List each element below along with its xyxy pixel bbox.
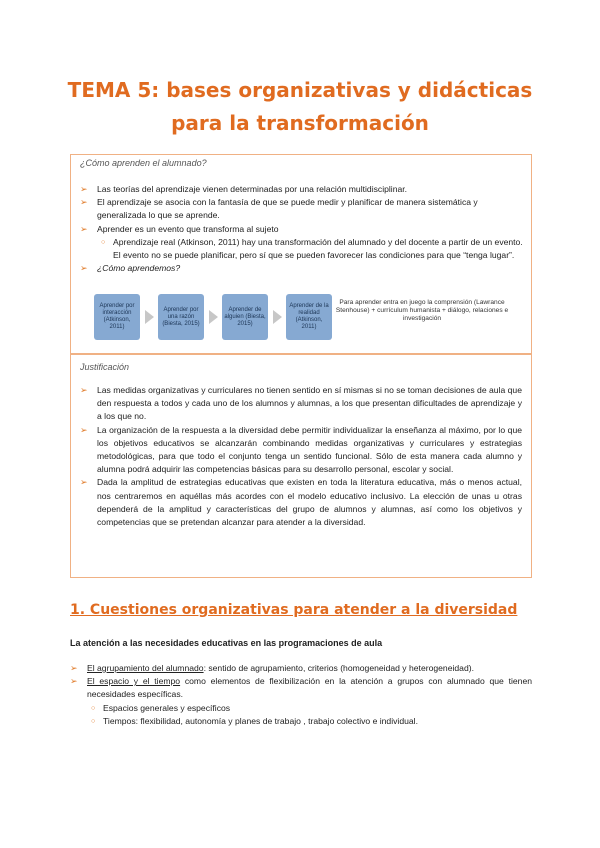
flow-step-1: Aprender por interacción (Atkinson, 2011) [94,294,140,340]
justification-heading: Justificación [80,362,130,372]
circle-bullet-icon: ○ [91,704,96,712]
arrow-bullet-icon: ➢ [70,676,78,687]
section-bullets [70,662,532,728]
section-heading: 1. Cuestiones organizativas para atender a la diversidad [70,602,518,618]
flow-step-4: Aprender de la realidad (Atkinson, 2011) [286,294,332,340]
circle-bullet-icon: ○ [91,717,96,725]
flow-arrow-icon [209,310,218,324]
arrow-bullet-icon: ➢ [80,477,88,488]
title-line-2: para la transformación [171,111,429,135]
list-item: ➢ Aprender es un evento que transforma al sujeto ○ Aprendizaje real (Atkinson, 2011) hay una transformación del alumnado y del docente a partir de un evento. El evento no se puede planificar, pero sí que se pueden favorecer las condiciones para que “tenga lugar”. [80,223,526,263]
page-title [0,74,600,140]
flow-step-2: Aprender por una razón (Biesta, 2015) [158,294,204,340]
list-item: ➢ Dada la amplitud de estrategias educativas que existen en toda la literatura educativa, más o menos actual, nos centraremos en aquéllas más acordes con el modelo educativo inclusivo. La elección de unas u otras dependerá de la amplitud y características del grupo de alumnos y alumnas, así como los objetivos y competencias que se pretendan alcanzar para atender a la diversidad. [80,477,522,528]
sub-list-item: ○ Tiempos: flexibilidad, autonomía y planes de trabajo , trabajo colectivo e individual. [87,715,532,728]
arrow-bullet-icon: ➢ [80,385,88,395]
learning-box-heading: ¿Cómo aprenden el alumnado? [80,158,207,168]
list-item: ➢ ¿Cómo aprendemos? [80,262,526,275]
list-item: ➢ El aprendizaje se asocia con la fantasía de que se puede medir y planificar de manera sistemática y generalizada lo que se aprende. [80,197,478,221]
list-item: ➢ Las teorías del aprendizaje vienen determinadas por una relación multidisciplinar. [80,183,526,196]
list-item: ➢ Las medidas organizativas y curriculares no tienen sentido en sí mismas si no se toman decisiones de aula que den respuesta a todos y cada uno de los alumnos y alumnas, a los que presentan dificultades de aprendizaje y a los que no. [80,385,522,422]
circle-bullet-icon: ○ [101,238,106,246]
arrow-bullet-icon: ➢ [80,263,88,274]
arrow-bullet-icon: ➢ [80,197,88,208]
sub-list-item: ○ Aprendizaje real (Atkinson, 2011) hay una transformación del alumnado y del docente a partir de un evento. El evento no se puede planificar, pero sí que se pueden favorecer las condiciones para que “tenga lugar”. [101,236,523,261]
sub-list-item: ○ Espacios generales y específicos [87,702,532,715]
flow-arrow-icon [273,310,282,324]
section-subheading: La atención a las necesidades educativas en las programaciones de aula [70,638,383,648]
arrow-bullet-icon: ➢ [70,663,78,673]
justification-bullets [80,384,522,529]
learning-bullets [80,183,526,275]
list-item: ➢ El agrupamiento del alumnado: sentido de agrupamiento, criterios (homogeneidad y heterogeneidad). [70,662,532,675]
flow-step-3: Aprender de alguien (Biesta, 2015) [222,294,268,340]
arrow-bullet-icon: ➢ [80,184,88,194]
title-line-1: TEMA 5: bases organizativas y didácticas [67,78,533,102]
list-item: ➢ El espacio y el tiempo como elementos de flexibilización en la atención a grupos con alumnado que tienen necesidades específicas. ○ Espacios generales y específicos ○ Tiempos: flexibilidad, autonomía y planes de trabajo , trabajo colectivo e individual. [70,675,532,728]
list-item: ➢ La organización de la respuesta a la diversidad debe permitir individualizar la enseñanza al máximo, por lo que los objetivos educativos se alcanzarán combinando medidas organizativas y curriculares y estrategias metodológicas, para que todo el conjunto tenga un sentido funcional. Sólo de esta manera cada alumno y alumna podrá adquirir las competencias básicas para su desarrollo personal, escolar y social. [80,424,522,475]
flow-arrow-icon [145,310,154,324]
arrow-bullet-icon: ➢ [80,223,88,234]
flow-note: Para aprender entra en juego la comprensión (Lawrance Stenhouse) + currículum humanista + diálogo, relaciones e investigación [335,299,509,322]
arrow-bullet-icon: ➢ [80,424,88,435]
